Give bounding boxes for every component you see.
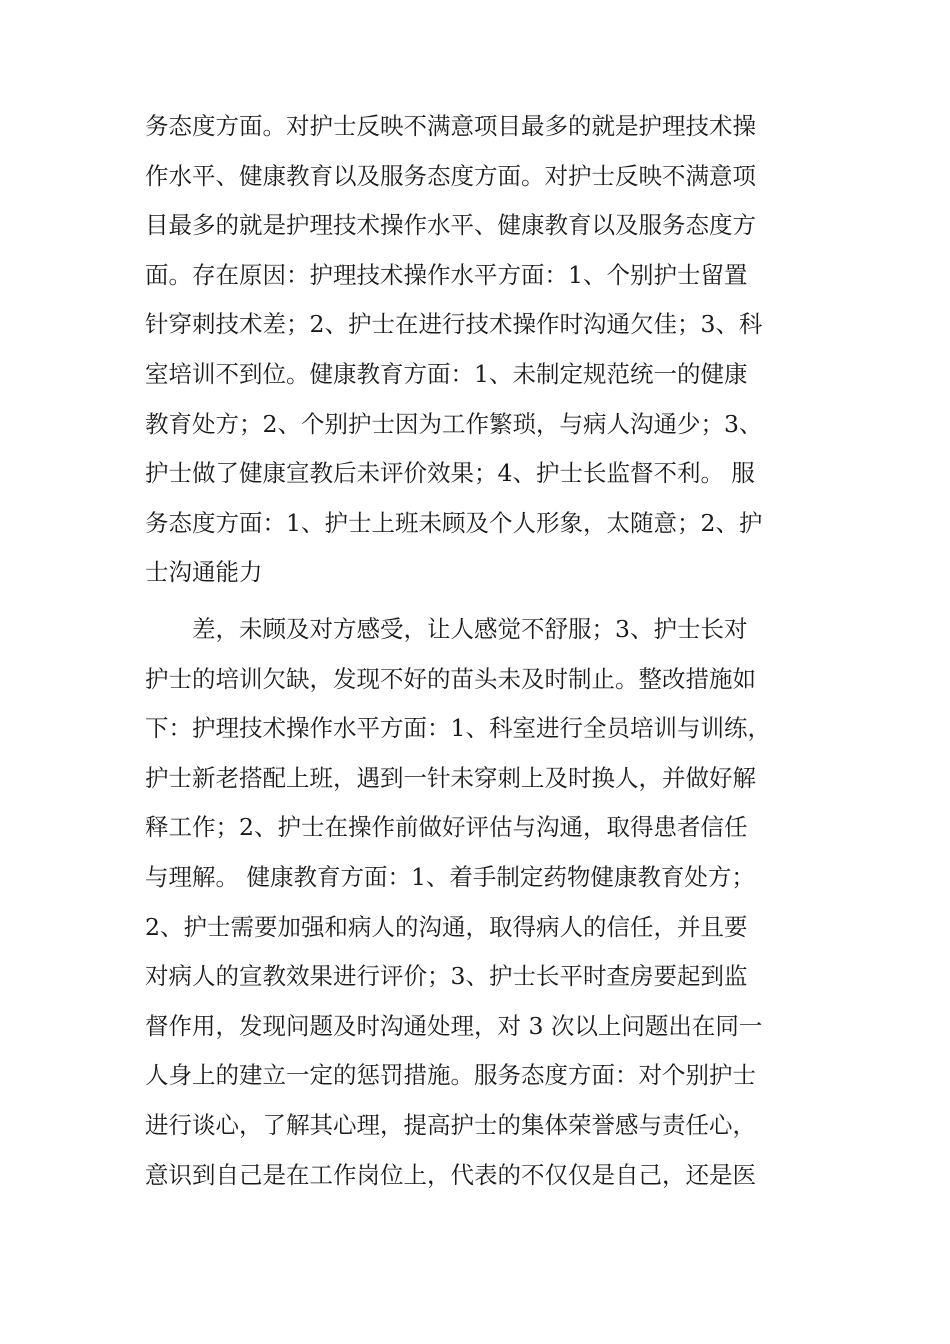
paragraph-1 — [145, 102, 815, 598]
text-line: 意识到自己是在工作岗位上，代表的不仅仅是自己，还是医 — [145, 1160, 756, 1189]
text-line: 教育处方；2、个别护士因为工作繁琐，与病人沟通少；3、 — [145, 409, 763, 438]
paragraph-2 — [145, 605, 815, 1200]
text-line: 目最多的就是护理技术操作水平、健康教育以及服务态度方 — [145, 211, 756, 240]
text-line: 务态度方面。对护士反映不满意项目最多的就是护理技术操 — [145, 112, 756, 140]
text-line: 针穿刺技术差；2、护士在进行技术操作时沟通欠佳；3、科 — [145, 310, 763, 339]
text-line: 进行谈心，了解其心理，提高护士的集体荣誉感与责任心， — [145, 1110, 756, 1139]
text-line: 务态度方面：1、护士上班未顾及个人形象，太随意；2、护 — [145, 508, 763, 537]
text-line: 与理解。 健康教育方面：1、着手制定药物健康教育处方； — [145, 862, 755, 891]
text-line: 人身上的建立一定的惩罚措施。服务态度方面：对个别护士 — [145, 1061, 756, 1090]
text-line: 面。存在原因：护理技术操作水平方面：1、个别护士留置 — [145, 260, 748, 289]
text-line: 下：护理技术操作水平方面：1、科室进行全员培训与训练， — [145, 714, 771, 743]
text-line: 士沟通能力 — [145, 558, 263, 587]
text-line: 释工作；2、护士在操作前做好评估与沟通，取得患者信任 — [145, 813, 748, 842]
text-line: 室培训不到位。健康教育方面：1、未制定规范统一的健康 — [145, 359, 748, 388]
text-line: 护士做了健康宣教后未评价效果；4、护士长监督不利。 服 — [145, 459, 755, 488]
text-line: 督作用，发现问题及时沟通处理，对 3 次以上问题出在同一 — [145, 1011, 763, 1040]
text-line: 2、护士需要加强和病人的沟通，取得病人的信任，并且要 — [145, 912, 748, 941]
text-line: 对病人的宣教效果进行评价；3、护士长平时查房要起到监 — [145, 962, 748, 991]
text-line: 护士新老搭配上班，遇到一针未穿刺上及时换人，并做好解 — [145, 763, 756, 792]
text-line: 作水平、健康教育以及服务态度方面。对护士反映不满意项 — [145, 161, 756, 190]
text-line: 护士的培训欠缺，发现不好的苗头未及时制止。整改措施如 — [145, 664, 756, 693]
text-line-indented: 差，未顾及对方感受，让人感觉不舒服；3、护士长对 — [192, 615, 748, 643]
